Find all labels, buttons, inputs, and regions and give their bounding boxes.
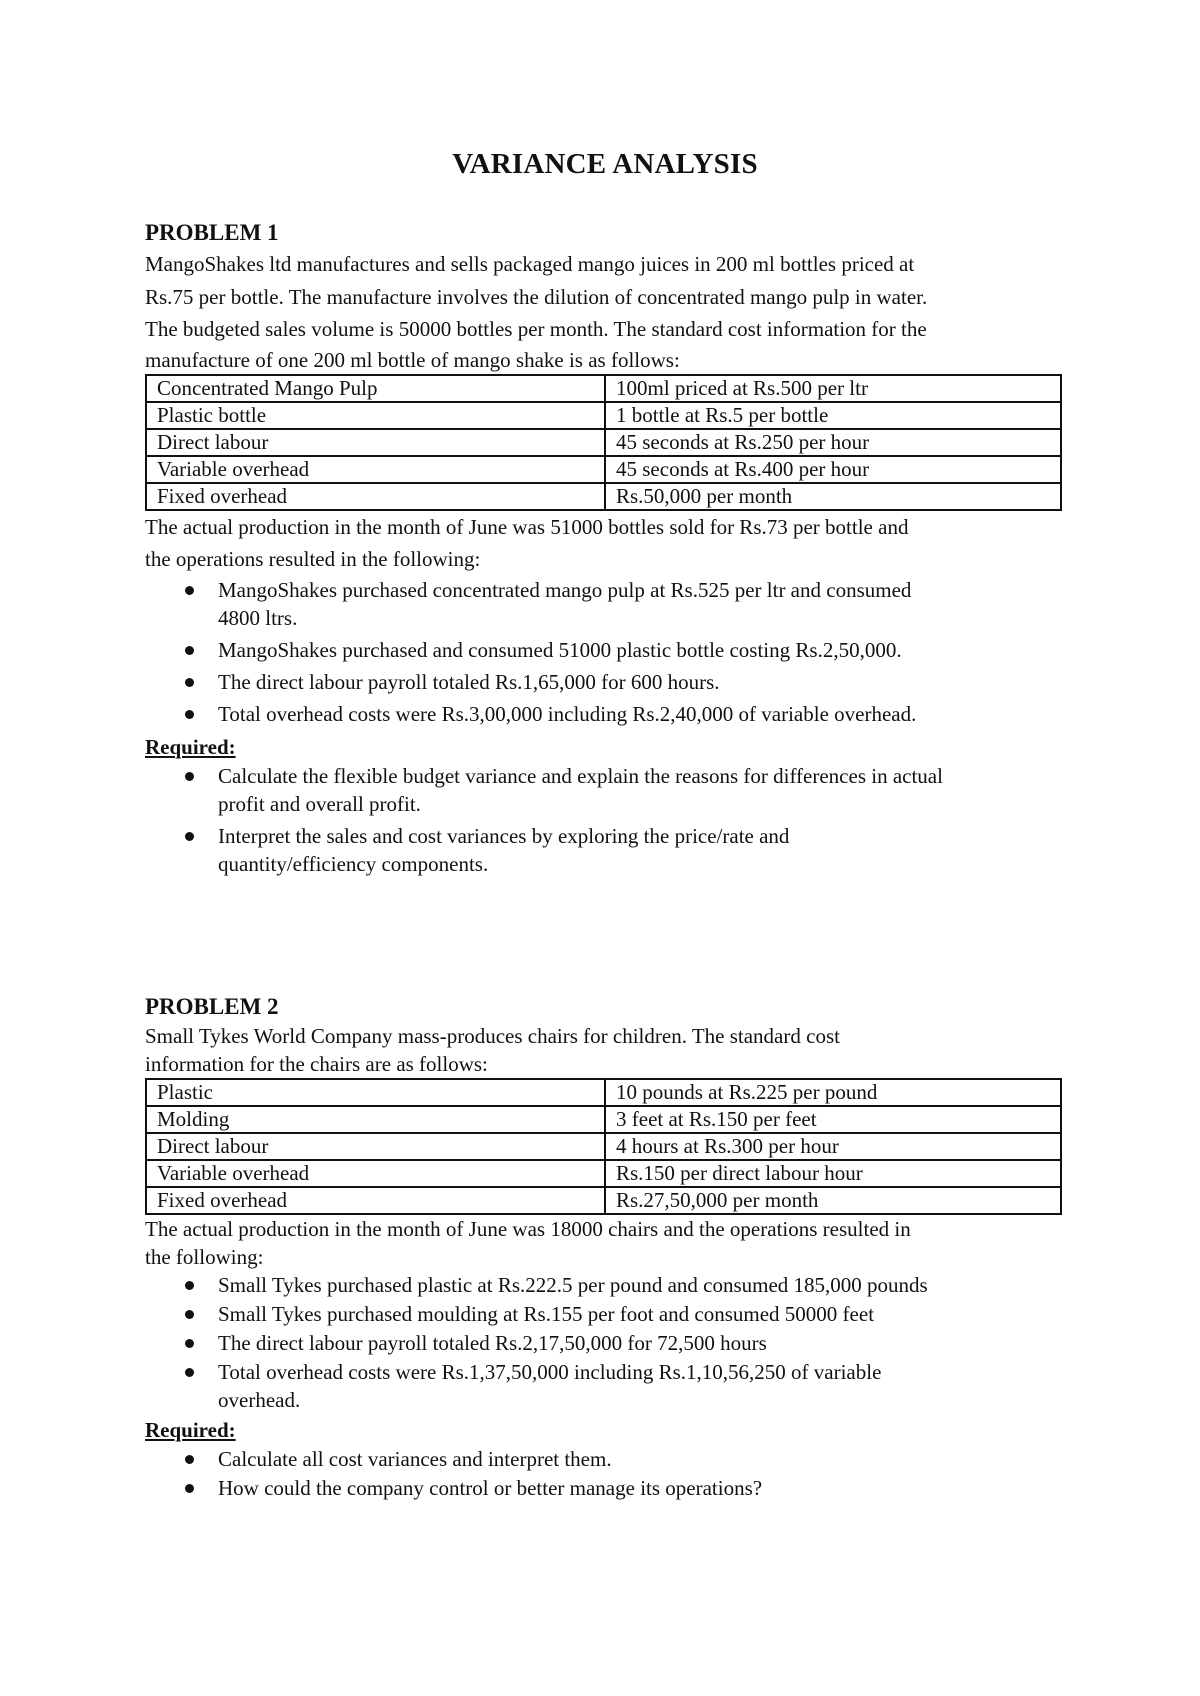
list-item: [145, 1474, 1065, 1502]
list-item-text: Small Tykes purchased moulding at Rs.155 per foot and consumed 50000 feet: [218, 1302, 875, 1326]
list-item-text: Calculate the flexible budget variance and explain the reasons for differences in actual: [218, 763, 943, 788]
table-cell-standard: 10 pounds at Rs.225 per pound: [605, 1079, 1061, 1106]
problem-1-bullet-list: [145, 576, 1065, 728]
list-item-text: Total overhead costs were Rs.3,00,000 including Rs.2,40,000 of variable overhead.: [218, 701, 917, 726]
table-cell-standard: 45 seconds at Rs.400 per hour: [605, 456, 1061, 483]
table-cell-item: Molding: [146, 1106, 605, 1133]
list-item-text: quantity/efficiency components.: [218, 851, 489, 876]
table-row: [146, 1106, 1061, 1133]
problem-2-standard-cost-table: [145, 1078, 1062, 1215]
bullet-icon: [185, 710, 194, 719]
table-cell-standard: 1 bottle at Rs.5 per bottle: [605, 402, 1061, 429]
problem-2-actual-results: [145, 1215, 1065, 1271]
intro-line: information for the chairs are as follows:: [145, 1052, 488, 1076]
table-row: [146, 1079, 1061, 1106]
bullet-icon: [185, 1455, 194, 1464]
actual-line: The actual production in the month of June was 51000 bottles sold for Rs.73 per bottle and: [145, 514, 909, 539]
list-item: [145, 636, 1065, 664]
list-item: [145, 1445, 1065, 1473]
list-item-text: MangoShakes purchased concentrated mango pulp at Rs.525 per ltr and consumed: [218, 577, 912, 602]
document-title: VARIANCE ANALYSIS: [452, 148, 758, 180]
table-cell-item: Direct labour: [146, 1133, 605, 1160]
problem-2-section: [145, 992, 1065, 1503]
list-item: [145, 1329, 1065, 1357]
bullet-icon: [185, 1339, 194, 1348]
problem-1-required-heading: Required:: [145, 734, 236, 759]
intro-line: The budgeted sales volume is 50000 bottles per month. The standard cost information for the: [145, 317, 927, 341]
list-item: [145, 1300, 1065, 1328]
table-cell-item: Fixed overhead: [146, 483, 605, 510]
problem-1-standard-cost-table: [145, 374, 1062, 511]
table-cell-standard: 4 hours at Rs.300 per hour: [605, 1133, 1061, 1160]
table-cell-standard: 3 feet at Rs.150 per feet: [605, 1106, 1061, 1133]
problem-2-required-list: [145, 1445, 1065, 1502]
list-item: [145, 822, 1065, 878]
actual-line: the operations resulted in the following:: [145, 547, 481, 571]
list-item: [145, 1271, 1065, 1299]
bullet-icon: [185, 1368, 194, 1377]
intro-line: MangoShakes ltd manufactures and sells packaged mango juices in 200 ml bottles priced at: [145, 252, 915, 276]
problem-1-intro: [145, 248, 1065, 374]
problem-1-section: [145, 218, 1065, 882]
intro-line: manufacture of one 200 ml bottle of mango shake is as follows:: [145, 347, 680, 372]
table-row: [146, 1160, 1061, 1187]
table-row: [146, 402, 1061, 429]
actual-line: The actual production in the month of June was 18000 chairs and the operations resulted in: [145, 1217, 911, 1241]
bullet-icon: [185, 772, 194, 781]
problem-1-actual-results: [145, 511, 1065, 576]
bullet-icon: [185, 678, 194, 687]
list-item-text: Total overhead costs were Rs.1,37,50,000 including Rs.1,10,56,250 of variable: [218, 1360, 882, 1384]
table-cell-item: Variable overhead: [146, 1160, 605, 1187]
table-row: [146, 456, 1061, 483]
list-item: [145, 700, 1065, 728]
table-row: [146, 483, 1061, 510]
table-row: [146, 1187, 1061, 1214]
table-cell-standard: Rs.27,50,000 per month: [605, 1187, 1061, 1214]
bullet-icon: [185, 1281, 194, 1290]
list-item-text: MangoShakes purchased and consumed 51000 plastic bottle costing Rs.2,50,000.: [218, 637, 902, 662]
table-cell-standard: Rs.150 per direct labour hour: [605, 1160, 1061, 1187]
list-item: [145, 762, 1065, 818]
list-item-text: Calculate all cost variances and interpret them.: [218, 1447, 612, 1471]
list-item-text: profit and overall profit.: [218, 791, 421, 816]
problem-2-intro: [145, 1022, 1065, 1078]
table-cell-standard: 100ml priced at Rs.500 per ltr: [605, 375, 1061, 402]
table-row: [146, 375, 1061, 402]
problem-2-bullet-list: [145, 1271, 1065, 1414]
bullet-icon: [185, 1310, 194, 1319]
bullet-icon: [185, 646, 194, 655]
list-item-text: How could the company control or better manage its operations?: [218, 1476, 763, 1500]
table-cell-item: Variable overhead: [146, 456, 605, 483]
table-row: [146, 429, 1061, 456]
table-cell-item: Plastic bottle: [146, 402, 605, 429]
intro-line: Small Tykes World Company mass-produces chairs for children. The standard cost: [145, 1024, 840, 1048]
table-cell-item: Fixed overhead: [146, 1187, 605, 1214]
actual-line: the following:: [145, 1245, 264, 1269]
table-cell-standard: Rs.50,000 per month: [605, 483, 1061, 510]
problem-1-heading: PROBLEM 1: [145, 220, 279, 245]
list-item-text: Interpret the sales and cost variances by exploring the price/rate and: [218, 823, 790, 848]
problem-2-heading: PROBLEM 2: [145, 994, 279, 1019]
table-cell-standard: 45 seconds at Rs.250 per hour: [605, 429, 1061, 456]
list-item-text: The direct labour payroll totaled Rs.1,65,000 for 600 hours.: [218, 669, 720, 694]
list-item: [145, 576, 1065, 632]
bullet-icon: [185, 1484, 194, 1493]
list-item-text: The direct labour payroll totaled Rs.2,17,50,000 for 72,500 hours: [218, 1331, 767, 1355]
bullet-icon: [185, 832, 194, 841]
list-item: [145, 1358, 1065, 1414]
bullet-icon: [185, 586, 194, 595]
table-row: [146, 1133, 1061, 1160]
table-cell-item: Plastic: [146, 1079, 605, 1106]
table-cell-item: Direct labour: [146, 429, 605, 456]
list-item-text: 4800 ltrs.: [218, 605, 298, 630]
list-item-text: overhead.: [218, 1388, 301, 1412]
table-cell-item: Concentrated Mango Pulp: [146, 375, 605, 402]
list-item-text: Small Tykes purchased plastic at Rs.222.5 per pound and consumed 185,000 pounds: [218, 1273, 928, 1297]
problem-1-required-list: [145, 762, 1065, 878]
list-item: [145, 668, 1065, 696]
intro-line: Rs.75 per bottle. The manufacture involves the dilution of concentrated mango pulp in water.: [145, 284, 928, 309]
problem-2-required-heading: Required:: [145, 1418, 236, 1442]
